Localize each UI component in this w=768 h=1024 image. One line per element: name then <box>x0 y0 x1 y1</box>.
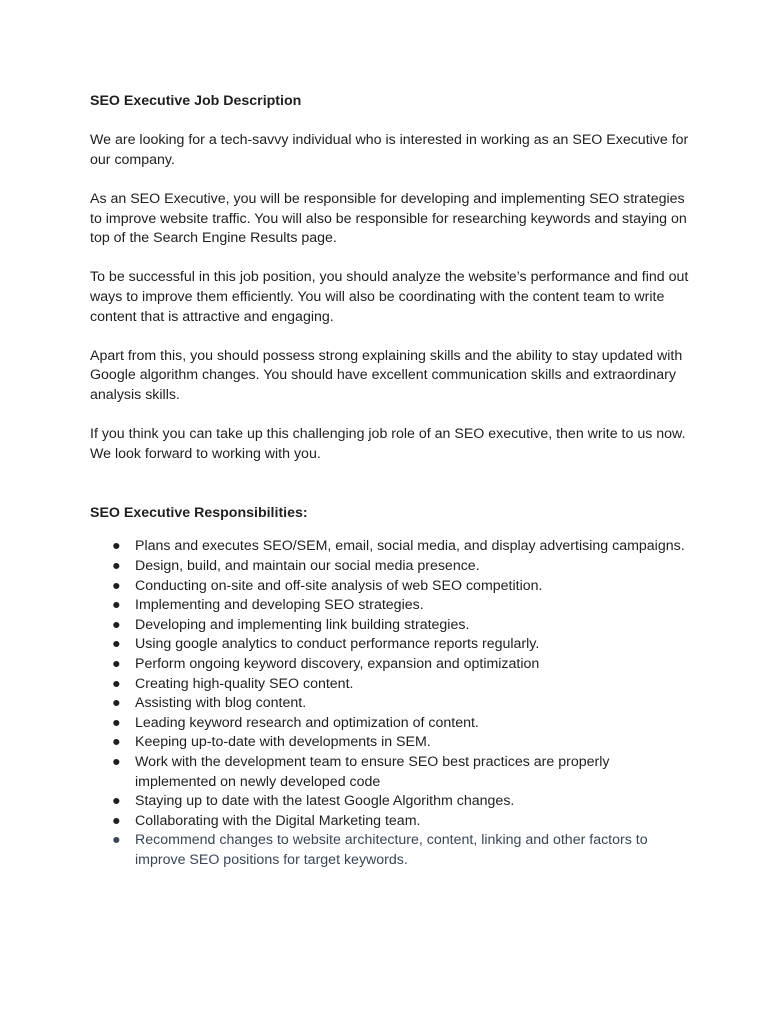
section-spacer <box>90 484 690 504</box>
list-item <box>90 537 690 557</box>
list-item <box>90 577 690 597</box>
bullet-icon: ● <box>112 636 121 653</box>
bullet-icon: ● <box>112 577 121 594</box>
list-item-text: Using google analytics to conduct performance reports regularly. <box>135 636 540 653</box>
responsibility-summary-paragraph: As an SEO Executive, you will be responsible for developing and implementing SEO strategies to improve website traffic. You will also be responsible for researching keywords and staying on top of the Search Engine Results page. <box>90 190 687 247</box>
bullet-icon: ● <box>112 754 121 770</box>
list-item <box>90 733 690 753</box>
bullet-icon: ● <box>112 656 121 673</box>
bullet-icon: ● <box>112 832 121 849</box>
list-item-text: Creating high-quality SEO content. <box>135 675 354 692</box>
bullet-icon: ● <box>112 675 121 692</box>
list-item <box>90 557 690 577</box>
list-item <box>90 596 690 616</box>
list-item-text: Design, build, and maintain our social media presence. <box>135 558 480 575</box>
list-item <box>90 675 690 695</box>
list-item-text: Developing and implementing link building strategies. <box>135 616 470 633</box>
bullet-icon: ● <box>112 597 121 614</box>
bullet-icon: ● <box>112 695 121 712</box>
intro-paragraph: We are looking for a tech-savvy individual who is interested in working as an SEO Executive for our company. <box>90 132 689 168</box>
list-item-text: Perform ongoing keyword discovery, expansion and optimization <box>135 656 540 673</box>
list-item-text: Staying up to date with the latest Google Algorithm changes. <box>135 793 515 810</box>
list-item-muted <box>90 831 690 870</box>
list-item-text: Plans and executes SEO/SEM, email, social media, and display advertising campaigns. <box>135 538 685 555</box>
list-item <box>90 694 690 714</box>
list-item <box>90 655 690 675</box>
list-item-text: Leading keyword research and optimization of content. <box>135 714 479 731</box>
bullet-icon: ● <box>112 714 121 731</box>
list-item <box>90 616 690 636</box>
responsibilities-list <box>90 537 690 870</box>
list-item-text: Collaborating with the Digital Marketing team. <box>135 812 421 829</box>
list-item-text: Conducting on-site and off-site analysis of web SEO competition. <box>135 577 543 594</box>
bullet-icon: ● <box>112 734 121 751</box>
bullet-icon: ● <box>112 538 121 555</box>
list-item <box>90 812 690 832</box>
bullet-icon: ● <box>112 558 121 575</box>
list-item <box>90 753 690 792</box>
list-item <box>90 635 690 655</box>
list-item <box>90 714 690 734</box>
skills-paragraph: Apart from this, you should possess strong explaining skills and the ability to stay updated with Google algorithm changes. You should have excellent communication skills and extraordinary analysis skills. <box>90 347 683 403</box>
document-page <box>90 92 690 871</box>
document-title: SEO Executive Job Description <box>90 93 302 109</box>
list-item-text: Implementing and developing SEO strategies. <box>135 597 424 614</box>
bullet-icon: ● <box>112 812 121 829</box>
bullet-icon: ● <box>112 616 121 633</box>
closing-paragraph: If you think you can take up this challenging job role of an SEO executive, then write to us now. We look forward to working with you. <box>90 426 686 462</box>
success-paragraph: To be successful in this job position, you should analyze the website’s performance and find out ways to improve them efficiently. You will also be coordinating with the content team to write content that is attractive and engaging. <box>90 269 689 325</box>
bullet-icon: ● <box>112 793 121 810</box>
list-item <box>90 792 690 812</box>
list-item-text: Assisting with blog content. <box>135 695 307 712</box>
list-item-text: Keeping up-to-date with developments in SEM. <box>135 734 431 751</box>
responsibilities-heading: SEO Executive Responsibilities: <box>90 504 308 521</box>
list-item-text: Recommend changes to website architecture, content, linking and other factors to improve SEO positions for target keywords. <box>135 832 648 868</box>
list-item-text: Work with the development team to ensure SEO best practices are properly implemented on newly developed code <box>135 754 610 790</box>
